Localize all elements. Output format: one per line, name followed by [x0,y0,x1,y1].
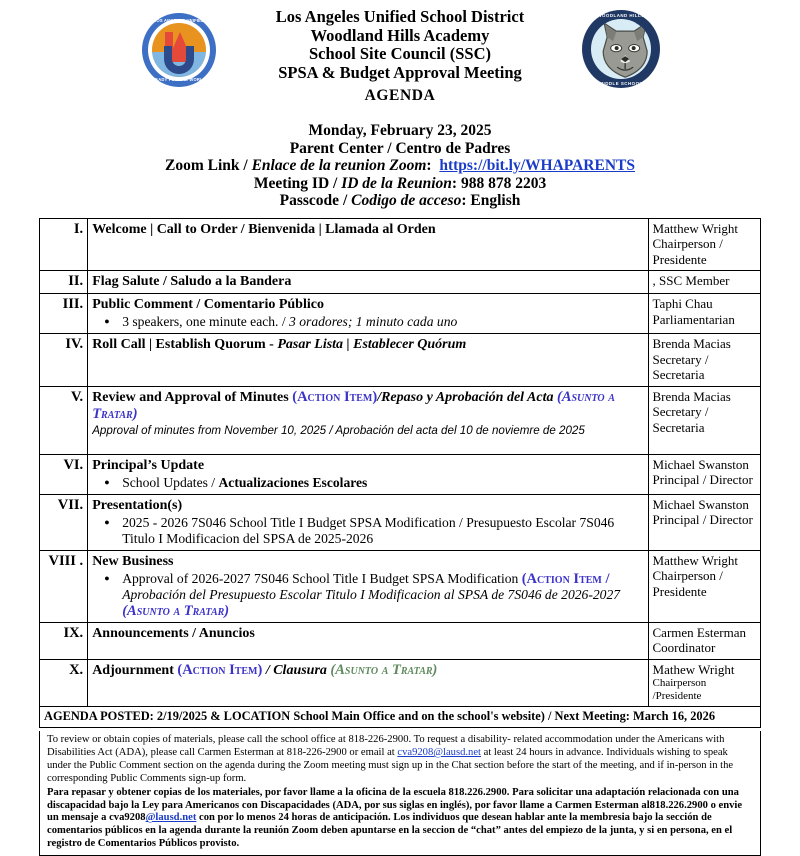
page-title [0,8,800,106]
bullet-text-es: Actualizaciones Escolares [218,474,368,490]
responsible-name: Mathew Wright [652,661,735,677]
item-responsible: Brenda Macias Secretary / Secretaria [648,334,760,387]
notice-english-part1: To review or obtain copies of materials, please call the school office at 818-226-2900. To request a disability- related accommodation under the Americans with Disabilities Act (ADA), please call Carmen Esterman at 818-226-2900 or email at [47,734,725,758]
item-title-en: Roll Call | Establish Quorum - [92,337,278,352]
notice-english [47,734,754,786]
zoom-link-row [0,157,800,175]
item-number: III. [40,294,88,334]
lausd-seal-bottom-text: READY FOR THE WORLD [152,77,206,82]
item-title-es: Pasar Lista | Establecer Quórum [277,337,467,352]
wolf-head-icon [599,21,651,79]
action-item-badge: (Action Item) [177,661,263,678]
item-subline: Approval of minutes from November 10, 2025 / Aprobación del acta del 10 de noviemre de 2025 [92,423,585,437]
item-title-es: / Clausura [262,662,331,678]
lausd-seal-top-text: LOS ANGELES UNIFIED [153,18,205,23]
item-title: Principal’s Update [92,457,205,473]
item-responsible: Matthew Wright Chairperson / Presidente [648,550,760,622]
asunto-badge: (Asunto a Tratar) [122,602,230,619]
item-responsible: , SSC Member [648,271,760,294]
item-title [92,336,643,353]
item-title: New Business [92,553,174,569]
list-item: ● 2025 - 2026 7S046 School Title I Budget SPSA Modification / Presupuesto Escolar 7S046 Titulo I Modificacion del SPSA de 2025-2026 [92,515,643,547]
notice-spanish [47,787,754,852]
item-responsible: Michael Swanston Principal / Director [648,494,760,550]
responsible-role: Chairperson /Presidente [652,677,707,702]
asunto-badge: (Asunto a Tratar) [330,661,438,678]
agenda-posted-row [40,707,761,728]
item-number: IV. [40,334,88,387]
notice-email-link-es[interactable]: @lausd.net [145,812,197,824]
item-number: IX. [40,622,88,659]
zoom-label-en: Zoom Link [165,157,240,174]
passcode-value: English [470,192,521,209]
item-content [88,454,648,494]
meeting-location: Parent Center / Centro de Padres [289,139,511,157]
asunto-badge: (Asunto a Tratar) [92,388,615,422]
notice-english-part2: at least 24 hours in advance. Individuals wishing to speak under the Public Comment section on the agenda during the Zoom meeting must sign up in the Chat section before the start of the meeting, and if in-person in the corresponding Public Comments sign-up form. [47,746,734,784]
item-number: VII. [40,494,88,550]
notice-email-link-en[interactable]: cva9208@lausd.net [397,746,481,758]
list-item [92,475,643,491]
action-item-badge: (Action Item / [521,570,610,587]
item-responsible: Michael Swanston Principal / Director [648,454,760,494]
item-number: V. [40,386,88,454]
item-bullet-list [92,475,643,491]
item-content [88,334,648,387]
item-number: X. [40,659,88,707]
bullet-text-en: 3 speakers, one minute each. / [122,314,290,329]
item-content [88,494,648,550]
meeting-id-label-es: ID de la Reunion [341,174,452,192]
item-number: VIII . [40,550,88,622]
meeting-id-row: Meeting ID / ID de la Reunion: 988 878 2203 [253,174,547,192]
lausd-seal-icon [142,13,216,87]
item-content [88,271,648,294]
item-title: Welcome | Call to Order / Bienvenida | Llamada al Orden [92,221,436,237]
meeting-date: Monday, February 23, 2025 [308,122,492,139]
bullet-text-en: School Updates / [122,474,219,490]
item-title-en: Adjournment [92,662,178,678]
item-content [88,622,648,659]
wha-seal-bottom-text: MIDDLE SCHOOL [599,80,643,86]
table-row [40,294,761,334]
meeting-id-label-en: Meeting ID [253,174,330,192]
item-bullet-list [92,314,643,330]
district-name: Los Angeles Unified School District [275,7,525,26]
list-item [92,571,643,619]
slash-separator: / [243,157,252,174]
table-row [40,454,761,494]
item-title: Flag Salute / Saludo a la Bandera [92,274,292,289]
item-content [88,218,648,271]
item-title: Announcements / Anuncios [92,625,255,641]
item-responsible: Taphi Chau Parliamentarian [648,294,760,334]
table-row [40,218,761,271]
bullet-text-en: Approval of 2026-2027 7S046 School Title I Budget SPSA Modification [122,570,522,586]
item-bullet-list [92,571,643,619]
passcode-row: Passcode / Codigo de acceso: English [279,192,521,209]
table-row [40,659,761,707]
item-title [92,662,643,679]
accessibility-notice [39,731,761,856]
item-responsible: Brenda Macias Secretary / Secretaria [648,386,760,454]
item-content [88,550,648,622]
school-name: Woodland Hills Academy [310,25,490,45]
agenda-table [39,218,761,729]
passcode-label-en: Passcode [279,192,340,209]
item-number: II. [40,271,88,294]
item-title: Presentation(s) [92,497,183,513]
item-content [88,386,648,454]
table-row [40,334,761,387]
bullet-text-es: 3 oradores; 1 minuto cada uno [289,314,458,329]
item-content [88,294,648,334]
item-title-es: /Repaso y Aprobación del Acta [377,389,557,405]
meeting-id-value: 988 878 2203 [460,174,547,192]
meeting-type: SPSA & Budget Approval Meeting [278,62,522,82]
table-row [40,271,761,294]
document-header [0,0,800,120]
woodland-hills-academy-seal-icon [582,10,660,88]
table-row [40,494,761,550]
colon: : [426,157,432,174]
notice-spanish-part1: Para repasar y obtener copias de los materiales, por favor llame a la oficina de la escuela 818.226.2900. Para solicitar una adaptación relacionada con una discapacidad bajo la Ley para Americanos con Discapacidades (ADA, por sus siglas en inglés), por favor llame a Carmen Esterman al818.226.2900 o envie un mensaje a cva9208 [47,786,743,824]
list-item [92,314,643,330]
zoom-link[interactable]: https://bit.ly/WHAPARENTS [439,157,635,174]
meeting-details [0,122,800,210]
item-title: Public Comment / Comentario Público [92,297,324,312]
agenda-heading: AGENDA [364,87,436,104]
zoom-label-es: Enlace de la reunion Zoom [251,157,427,174]
passcode-label-es: Codigo de acceso [351,192,462,209]
item-responsible [648,659,760,707]
item-content [88,659,648,707]
item-number: I. [40,218,88,271]
agenda-posted-text: AGENDA POSTED: 2/19/2025 & LOCATION School Main Office and on the school's website) / Next Meeting: March 16, 2026 [40,707,761,728]
notice-spanish-part2: con por lo menos 24 horas de anticipación. Los individuos que desean hablar ante la membresia bajo la sección de comentarios públicos en la agenda durante la reunión Zoom deben apuntarse en la seccion de “chat” antes del empiezo de la junta, y si en persona, en el registro de Comentarios Públicos provisto. [47,812,733,850]
item-responsible: Matthew Wright Chairperson / Presidente [648,218,760,271]
council-name: School Site Council (SSC) [309,44,491,63]
table-row [40,386,761,454]
table-row [40,622,761,659]
item-bullet-list [92,515,643,547]
wha-seal-top-text: WOODLAND HILLS [597,12,645,18]
table-row [40,550,761,622]
item-title [92,389,643,423]
item-number: VI. [40,454,88,494]
action-item-badge: (Action Item) [292,388,378,405]
bullet-text-es: Aprobación del Presupuesto Escolar Titulo I Modificacion al SPSA de 7S046 de 2026-2027 [122,586,621,602]
item-responsible: Carmen Esterman Coordinator [648,622,760,659]
item-title-en: Review and Approval of Minutes [92,389,293,405]
